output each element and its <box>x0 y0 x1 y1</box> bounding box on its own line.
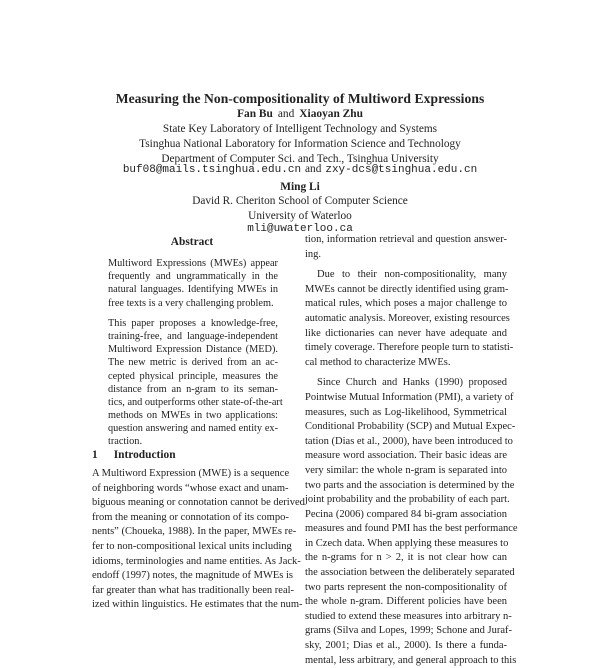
body-line: cal method to characterize MWEs. <box>305 356 451 368</box>
intro-line: from the meaning or connotation of its compo- <box>92 511 289 523</box>
section-number: 1 <box>92 449 98 461</box>
author-xiaoyan-zhu: Xiaoyan Zhu <box>299 108 363 120</box>
intro-line: idioms, terminologies and name entities. As Jack- <box>92 555 301 567</box>
body-line: MWEs cannot be directly identified using gram- <box>305 283 509 295</box>
body-line: measures and found PMI has the best performance <box>305 523 518 535</box>
affiliation-line: Tsinghua National Laboratory for Information Science and Technology <box>139 138 461 150</box>
body-line: sky, 2001; Dias et al., 2000). Is there a funda- <box>305 640 507 652</box>
right-column-body <box>305 233 518 668</box>
intro-line: nents” (Choueka, 1988). In the paper, MWEs re- <box>92 526 297 538</box>
email-line-1 <box>0 163 600 176</box>
abstract-line: traction. <box>108 436 143 448</box>
author-fan-bu: Fan Bu <box>237 108 273 120</box>
author-ming-li: Ming Li <box>280 181 320 193</box>
body-line: studied to extend these measures into arbitrary n- <box>305 610 512 622</box>
body-line: very similar: the whole n-gram is separated into <box>305 464 507 476</box>
body-line: mental, less arbitrary, and general approach to this <box>305 654 517 666</box>
abstract-line: methods on MWEs in two applications: <box>108 410 278 422</box>
abstract-line: The new metric is derived from an ac- <box>108 357 278 369</box>
abstract-line: training-free, and language-independent <box>108 330 278 342</box>
affiliation-block-1 <box>0 122 600 167</box>
body-line: Due to their non-compositionality, many <box>317 269 507 281</box>
body-line: timely coverage. Therefore people turn to statisti- <box>305 342 514 354</box>
intro-line: endoff (1997) notes, the magnitude of MWEs is <box>92 570 294 582</box>
affiliation-line: University of Waterloo <box>248 210 352 222</box>
author-conjunction: and <box>277 108 295 120</box>
abstract-line: tics, and outperforms other state-of-the-art <box>108 396 283 408</box>
body-line: Conditional Probability (SCP) and Mutual Expec- <box>305 421 516 433</box>
body-line: measures, such as Log-likelihood, Symmetrical <box>305 406 507 418</box>
email-fan-bu[interactable]: buf08@mails.tsinghua.edu.cn <box>122 164 302 176</box>
intro-line: far greater than what has traditionally been real- <box>92 584 295 596</box>
intro-line: ized within linguistics. He estimates that the num- <box>92 599 303 611</box>
abstract-line: cepted physical principle, measures the <box>108 370 278 382</box>
author-line-1 <box>0 108 600 120</box>
body-line: the whole n-gram. Different policies have been <box>305 596 507 608</box>
body-line: measure word association. Their basic ideas are <box>305 450 507 462</box>
body-line: Since Church and Hanks (1990) proposed <box>317 377 507 389</box>
section-heading-introduction <box>92 449 176 461</box>
affiliation-block-2 <box>0 194 600 224</box>
abstract-line: free texts is a very challenging problem. <box>108 297 274 309</box>
body-line: the n-grams for n > 2, it is not clear how can <box>305 552 507 564</box>
intro-line: fer to non-compositional lexical units including <box>92 540 292 552</box>
abstract-body <box>108 257 283 449</box>
intro-line: A Multiword Expression (MWE) is a sequence <box>92 468 290 479</box>
body-line: Pointwise Mutual Information (PMI), a variety of <box>305 391 514 403</box>
abstract-line: Multiword Expression Distance (MED). <box>108 344 278 356</box>
section-title: Introduction <box>113 449 176 461</box>
body-line: joint probability and the probability of each part. <box>305 494 510 506</box>
email-ming-li[interactable]: mli@uwaterloo.ca <box>247 223 353 235</box>
affiliation-line: Department of Computer Sci. and Tech., Tsinghua University <box>161 153 439 165</box>
abstract-line: frequently and ungrammatically in the <box>108 271 278 283</box>
email-xiaoyan-zhu[interactable]: zxy-dcs@tsinghua.edu.cn <box>325 164 478 176</box>
abstract-heading: Abstract <box>170 236 214 248</box>
body-line: two parts and the association is determined by the <box>305 479 515 491</box>
body-line: grams (Silva and Lopes, 1999; Schone and Juraf- <box>305 625 513 637</box>
body-line: Pecina (2006) compared 84 bi-gram association <box>305 508 507 520</box>
body-line: automatic analysis. Moreover, existing resources <box>305 312 510 324</box>
abstract-line: question answering and named entity ex- <box>108 423 278 435</box>
body-line: tion, information retrieval and question answer- <box>305 234 507 245</box>
abstract-line: distance from an n-gram to its seman- <box>108 383 278 395</box>
abstract-line: This paper proposes a knowledge-free, <box>108 317 278 329</box>
body-line: the association between the deliberately separated <box>305 567 515 579</box>
email-conjunction: and <box>305 163 322 175</box>
introduction-body <box>92 467 305 613</box>
affiliation-line: David R. Cheriton School of Computer Science <box>192 195 408 207</box>
body-line: matical rules, which poses a major challenge to <box>305 298 507 310</box>
paper-title: Measuring the Non-compositionality of Multiword Expressions <box>115 91 485 106</box>
abstract-line: natural languages. Identifying MWEs in <box>108 284 278 296</box>
body-line: ing. <box>305 248 322 260</box>
body-line: like dictionaries can never have adequate and <box>305 327 507 339</box>
body-line: tation (Dias et al., 2000), have been introduced to <box>305 435 513 447</box>
abstract-line: Multiword Expressions (MWEs) appear <box>108 258 278 269</box>
body-line: in Czech data. When applying these measures to <box>305 537 509 549</box>
intro-line: of neighboring words “whose exact and unam- <box>92 482 289 494</box>
body-line: two parts represent the non-compositionality of <box>305 581 507 593</box>
affiliation-line: State Key Laboratory of Intelligent Technology and Systems <box>162 123 438 135</box>
intro-line: biguous meaning or connotation cannot be derived <box>92 497 305 509</box>
